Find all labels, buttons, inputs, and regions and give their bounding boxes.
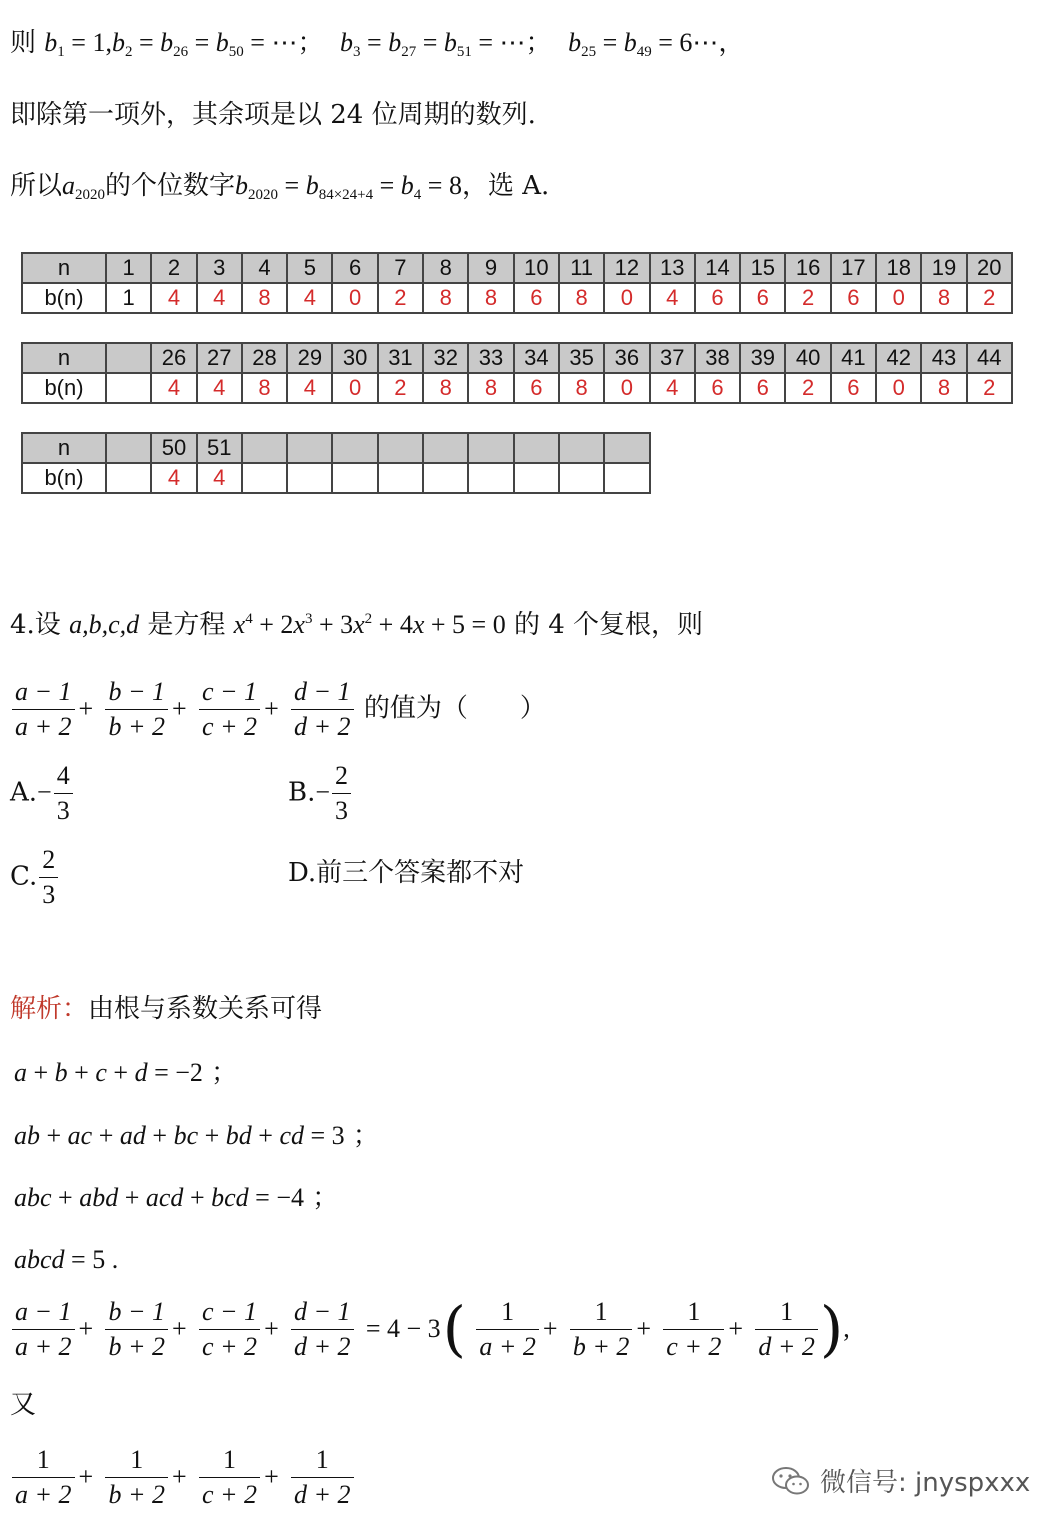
value-cell: 4 bbox=[151, 283, 196, 313]
index-cell: 38 bbox=[695, 343, 740, 373]
row-label-n: n bbox=[22, 253, 106, 283]
watermark-text: 微信号: jnyspxxx bbox=[820, 1468, 1031, 1498]
index-cell: 7 bbox=[378, 253, 423, 283]
vieta-sum: a + b + c + d = −2 ； bbox=[14, 1058, 238, 1088]
value-cell: 8 bbox=[559, 283, 604, 313]
vieta-pair-sum: ab + ac + ad + bc + bd + cd = 3 ； bbox=[14, 1121, 379, 1151]
index-cell: 35 bbox=[559, 343, 604, 373]
rewrite-expression: $\frac{a - 1}{a + 2}$ + $\frac{b - 1}{b + 2}$ + $\frac{c - 1}{c + 2}$ + $\frac{d - 1}{d + 2}$ = 4 − 3( $\frac{1}{a + 2}$ + $\frac{1}{b + 2}$ + $\frac{1}{c + 2}$ + $\frac{1}{d + 2}$ ), bbox=[10, 1296, 850, 1363]
option-c: C. $\frac{2}{3}$ bbox=[10, 844, 60, 911]
index-cell: 39 bbox=[740, 343, 785, 373]
index-cell: 8 bbox=[423, 253, 468, 283]
value-cell: 2 bbox=[785, 373, 830, 403]
value-cell: 1 bbox=[106, 283, 151, 313]
value-cell: 4 bbox=[287, 283, 332, 313]
target-expression: $\frac{a - 1}{a + 2}$ + $\frac{b - 1}{b + 2}$ + $\frac{c - 1}{c + 2}$ + $\frac{d - 1}{d + 2}$ 的值为（ ） bbox=[10, 676, 546, 743]
value-cell: 2 bbox=[378, 373, 423, 403]
index-cell: 31 bbox=[378, 343, 423, 373]
index-cell: 13 bbox=[650, 253, 695, 283]
value-cell bbox=[604, 463, 649, 493]
value-cell: 8 bbox=[921, 283, 966, 313]
vieta-triple-sum: abc + abd + acd + bcd = −4 ； bbox=[14, 1183, 339, 1213]
value-cell bbox=[423, 463, 468, 493]
index-cell: 34 bbox=[514, 343, 559, 373]
value-cell: 4 bbox=[650, 283, 695, 313]
index-cell: 51 bbox=[197, 433, 242, 463]
index-cell bbox=[106, 343, 151, 373]
index-cell: 41 bbox=[831, 343, 876, 373]
index-cell bbox=[378, 433, 423, 463]
sequence-table-2 bbox=[21, 342, 1013, 404]
option-a: A.− $\frac{4}{3}$ bbox=[10, 760, 75, 827]
again-label: 又 bbox=[10, 1390, 37, 1420]
index-cell: 10 bbox=[514, 253, 559, 283]
index-cell: 28 bbox=[242, 343, 287, 373]
index-cell: 33 bbox=[468, 343, 513, 373]
index-cell bbox=[559, 433, 604, 463]
index-cell: 12 bbox=[604, 253, 649, 283]
index-cell: 18 bbox=[876, 253, 921, 283]
index-cell bbox=[242, 433, 287, 463]
index-cell: 30 bbox=[332, 343, 377, 373]
index-cell: 19 bbox=[921, 253, 966, 283]
row-label-n: n bbox=[22, 433, 106, 463]
index-cell: 11 bbox=[559, 253, 604, 283]
value-cell bbox=[332, 463, 377, 493]
value-cell bbox=[106, 463, 151, 493]
index-cell bbox=[514, 433, 559, 463]
value-cell: 8 bbox=[242, 373, 287, 403]
index-cell bbox=[332, 433, 377, 463]
index-cell bbox=[106, 433, 151, 463]
value-cell bbox=[468, 463, 513, 493]
value-cell: 6 bbox=[514, 283, 559, 313]
index-cell: 44 bbox=[967, 343, 1012, 373]
index-cell: 32 bbox=[423, 343, 468, 373]
value-cell: 2 bbox=[967, 283, 1012, 313]
value-cell: 0 bbox=[332, 283, 377, 313]
sequence-table-3 bbox=[21, 432, 651, 494]
watermark bbox=[770, 1462, 1030, 1499]
value-cell: 6 bbox=[695, 283, 740, 313]
value-cell: 8 bbox=[423, 373, 468, 403]
index-cell: 37 bbox=[650, 343, 695, 373]
reciprocal-sum: $\frac{1}{a + 2}$ + $\frac{1}{b + 2}$ + $\frac{1}{c + 2}$ + $\frac{1}{d + 2}$ bbox=[10, 1444, 356, 1511]
index-cell: 17 bbox=[831, 253, 876, 283]
index-cell: 9 bbox=[468, 253, 513, 283]
value-cell: 0 bbox=[876, 283, 921, 313]
value-cell: 8 bbox=[559, 373, 604, 403]
value-cell bbox=[242, 463, 287, 493]
value-cell: 4 bbox=[287, 373, 332, 403]
value-cell bbox=[514, 463, 559, 493]
value-cell: 0 bbox=[604, 373, 649, 403]
index-cell bbox=[287, 433, 332, 463]
value-cell: 2 bbox=[967, 373, 1012, 403]
index-cell: 27 bbox=[197, 343, 242, 373]
value-cell: 6 bbox=[831, 283, 876, 313]
index-cell: 5 bbox=[287, 253, 332, 283]
sequence-table-1 bbox=[21, 252, 1013, 314]
value-cell: 4 bbox=[197, 283, 242, 313]
value-cell: 0 bbox=[604, 283, 649, 313]
conclusion-line: 所以$a_{2020}$的个位数字$b_{2020} = b_{84\times 24+4} = b_4 = 8$，选 A. bbox=[10, 171, 550, 203]
wechat-icon bbox=[770, 1464, 812, 1498]
row-label-bn: b(n) bbox=[22, 373, 106, 403]
index-cell: 6 bbox=[332, 253, 377, 283]
index-cell: 16 bbox=[785, 253, 830, 283]
index-cell bbox=[604, 433, 649, 463]
value-cell: 8 bbox=[423, 283, 468, 313]
value-cell: 0 bbox=[332, 373, 377, 403]
value-cell: 4 bbox=[197, 373, 242, 403]
value-cell: 8 bbox=[468, 373, 513, 403]
value-cell: 6 bbox=[514, 373, 559, 403]
value-cell: 8 bbox=[468, 283, 513, 313]
row-label-bn: b(n) bbox=[22, 283, 106, 313]
index-cell: 50 bbox=[151, 433, 196, 463]
index-cell: 26 bbox=[151, 343, 196, 373]
value-cell: 4 bbox=[151, 463, 196, 493]
solution-heading: 解析：由根与系数关系可得 bbox=[10, 994, 323, 1024]
index-cell bbox=[468, 433, 513, 463]
index-cell: 3 bbox=[197, 253, 242, 283]
index-cell: 42 bbox=[876, 343, 921, 373]
vieta-product: abcd = 5 . bbox=[14, 1245, 119, 1274]
option-b: B.− $\frac{2}{3}$ bbox=[288, 760, 353, 827]
value-cell: 8 bbox=[921, 373, 966, 403]
index-cell: 4 bbox=[242, 253, 287, 283]
index-cell: 43 bbox=[921, 343, 966, 373]
value-cell: 0 bbox=[876, 373, 921, 403]
index-cell: 14 bbox=[695, 253, 740, 283]
index-cell: 40 bbox=[785, 343, 830, 373]
value-cell: 6 bbox=[740, 373, 785, 403]
value-cell bbox=[378, 463, 423, 493]
value-cell: 8 bbox=[242, 283, 287, 313]
value-cell bbox=[106, 373, 151, 403]
option-d: D.前三个答案都不对 bbox=[288, 858, 525, 888]
index-cell: 20 bbox=[967, 253, 1012, 283]
value-cell bbox=[559, 463, 604, 493]
index-cell: 36 bbox=[604, 343, 649, 373]
value-cell: 4 bbox=[151, 373, 196, 403]
index-cell: 29 bbox=[287, 343, 332, 373]
value-cell: 6 bbox=[831, 373, 876, 403]
sequence-line: 则 $b_1 = 1,b_2 = b_{26} = b_{50}$ = ⋯； $b_3 = b_{27} = b_{51}$ = ⋯； $b_{25} = b_{49}$ = 6⋯， bbox=[10, 28, 745, 60]
value-cell: 2 bbox=[785, 283, 830, 313]
period-statement: 即除第一项外，其余项是以 24 位周期的数列. bbox=[10, 100, 536, 130]
index-cell: 1 bbox=[106, 253, 151, 283]
row-label-n: n bbox=[22, 343, 106, 373]
value-cell: 6 bbox=[695, 373, 740, 403]
index-cell: 15 bbox=[740, 253, 785, 283]
problem-statement: 4.设 a,b,c,d 是方程 $x^4 + 2x^3 + 3x^2 + 4x + 5 = 0$ 的 4 个复根，则 bbox=[10, 610, 704, 640]
value-cell: 4 bbox=[650, 373, 695, 403]
row-label-bn: b(n) bbox=[22, 463, 106, 493]
value-cell bbox=[287, 463, 332, 493]
value-cell: 2 bbox=[378, 283, 423, 313]
index-cell bbox=[423, 433, 468, 463]
index-cell: 2 bbox=[151, 253, 196, 283]
value-cell: 6 bbox=[740, 283, 785, 313]
value-cell: 4 bbox=[197, 463, 242, 493]
